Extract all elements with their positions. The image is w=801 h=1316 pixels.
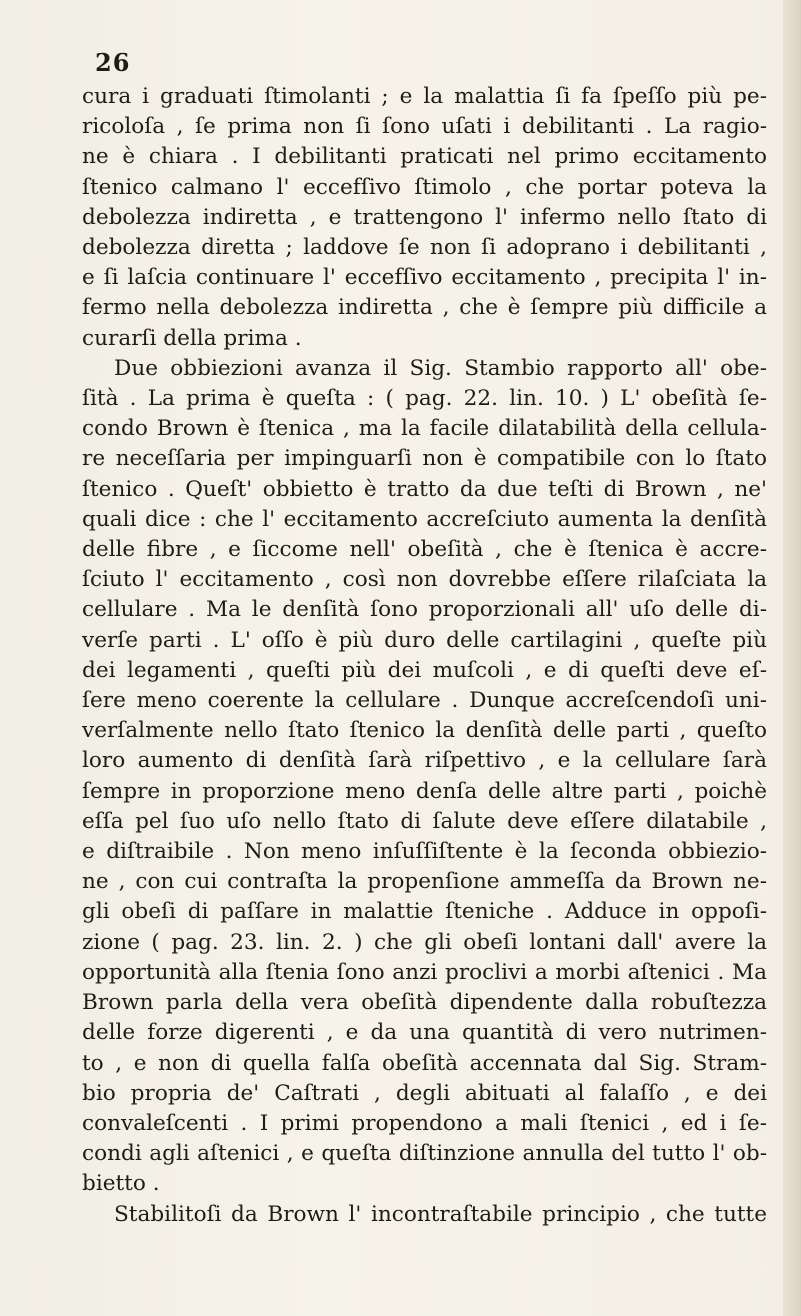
text-line: ſciuto l' eccitamento , così non dovrebbe eſſere rilaſciata la	[82, 567, 767, 593]
text-line: delle forze digerenti , e da una quantità di vero nutrimen-	[82, 1020, 767, 1046]
text-line: debolezza indiretta , e trattengono l' infermo nello ſtato di	[82, 204, 767, 230]
text-line: cura i graduati ſtimolanti ; e la malattia ſi fa ſpeſſo più pe-	[82, 84, 767, 109]
text-line: fermo nella debolezza indiretta , che è ſempre più difficile a	[82, 295, 767, 321]
text-line: ricoloſa , ſe prima non ſi ſono uſati i debilitanti . La ragio-	[82, 114, 767, 140]
text-line: delle fibre , e ſiccome nell' obeſità , che è ſtenica è accre-	[82, 537, 767, 563]
text-line: dei legamenti , queſti più dei muſcoli , e di queſti deve eſ-	[82, 657, 767, 683]
text-line: e diſtraibile . Non meno inſuſſiſtente è la ſeconda obbiezio-	[82, 839, 767, 865]
text-line: ſere meno coerente la cellulare . Dunque accreſcendoſi uni-	[82, 688, 767, 714]
text-line: condi agli aſtenici , e queſta diſtinzione annulla del tutto l' ob-	[82, 1141, 767, 1167]
text-line: opportunità alla ſtenia ſono anzi proclivi a morbi aſtenici . Ma	[82, 959, 767, 985]
text-line: ſempre in proporzione meno denſa delle altre parti , poichè	[82, 778, 767, 804]
text-line: convaleſcenti . I primi propendono a mali ſtenici , ed i ſe-	[82, 1110, 767, 1136]
text-line: Due obbiezioni avanza il Sig. Stambio rapporto all' obe-	[114, 355, 767, 381]
text-line: verſalmente nello ſtato ſtenico la denſità delle parti , queſto	[82, 718, 767, 744]
page-edge	[783, 0, 801, 1316]
text-line: Stabilitoſi da Brown l' incontraſtabile principio , che tutte	[114, 1201, 767, 1227]
text-line: re neceſſaria per impinguarſi non è compatibile con lo ſtato	[82, 446, 767, 472]
text-line: to , e non di quella falſa obeſità accennata dal Sig. Stram-	[82, 1050, 767, 1076]
text-line: ſità . La prima è queſta : ( pag. 22. lin. 10. ) L' obeſità ſe-	[82, 386, 767, 412]
text-line: ne è chiara . I debilitanti praticati nel primo eccitamento	[82, 144, 767, 170]
body-text	[82, 82, 767, 1230]
page-number: 26	[95, 48, 131, 77]
text-line: loro aumento di denſità ſarà riſpettivo , e la cellulare ſarà	[82, 748, 767, 774]
text-line: bietto .	[82, 1171, 160, 1197]
text-line: ſtenico calmano l' eccefſivo ſtimolo , che portar poteva la	[82, 174, 767, 200]
text-line: e ſi laſcia continuare l' eccefſivo eccitamento , precipita l' in-	[82, 265, 767, 291]
text-line: gli obeſi di paſſare in malattie ſteniche . Adduce in oppoſi-	[82, 899, 767, 925]
text-line: debolezza diretta ; laddove ſe non ſi adoprano i debilitanti ,	[82, 235, 767, 261]
text-line: eſſa pel ſuo uſo nello ſtato di ſalute deve eſſere dilatabile ,	[82, 808, 767, 834]
text-line: verſe parti . L' oſſo è più duro delle cartilagini , queſte più	[82, 627, 767, 653]
text-line: quali dice : che l' eccitamento accreſciuto aumenta la denſità	[82, 506, 767, 532]
text-line: bio propria de' Caſtrati , degli abituati al falaſſo , e dei	[82, 1080, 767, 1106]
text-line: ne , con cui contraſta la propenſione ammeſſa da Brown ne-	[82, 869, 767, 895]
text-line: zione ( pag. 23. lin. 2. ) che gli obeſi lontani dall' avere la	[82, 929, 767, 955]
text-line: ſtenico . Queſt' obbietto è tratto da due teſti di Brown , ne'	[82, 476, 767, 502]
text-line: curarſi della prima .	[82, 325, 302, 351]
text-line: cellulare . Ma le denſità ſono proporzionali all' uſo delle di-	[82, 597, 767, 623]
text-line: Brown parla della vera obeſità dipendente dalla robuſtezza	[82, 990, 767, 1016]
text-line: condo Brown è ſtenica , ma la facile dilatabilità della cellula-	[82, 416, 767, 442]
